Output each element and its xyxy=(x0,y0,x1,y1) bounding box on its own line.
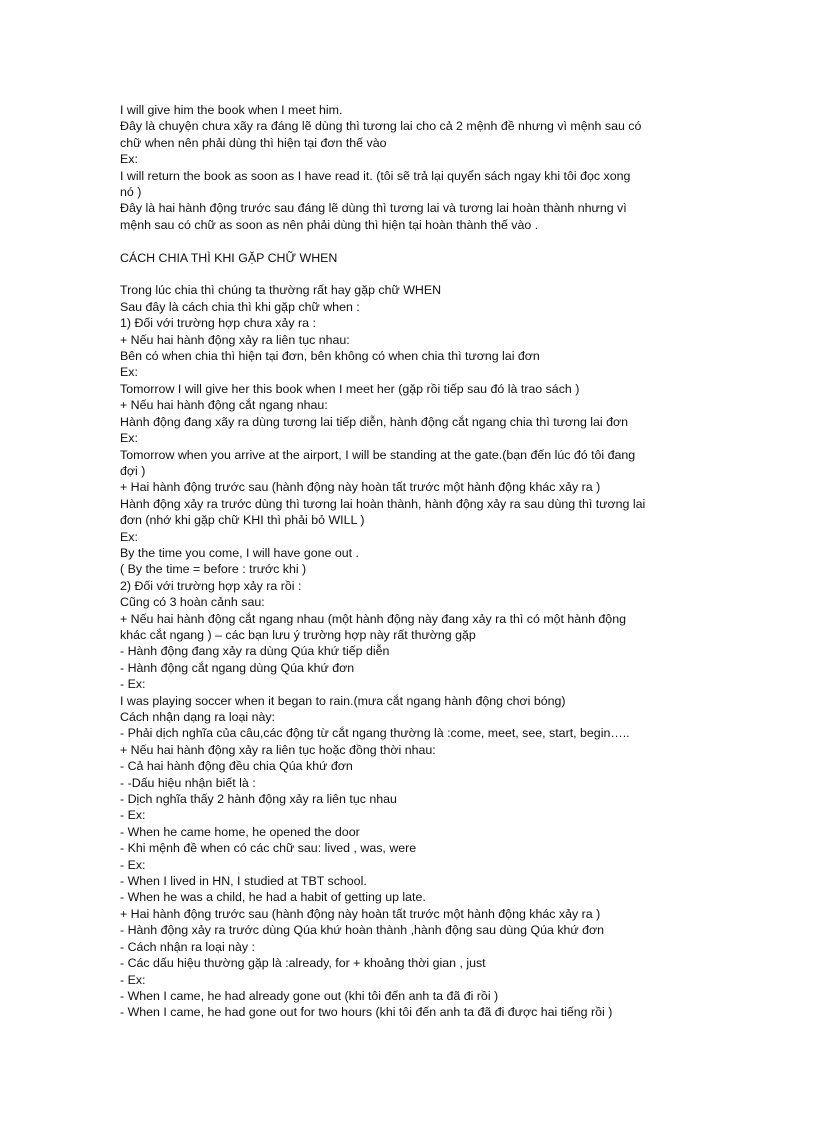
text-line: 1) Đối với trường hợp chưa xảy ra : xyxy=(120,316,316,331)
text-line: + Nếu hai hành động xảy ra liên tục hoặc đồng thời nhau: xyxy=(120,742,436,757)
text-line: - Ex: xyxy=(120,677,146,692)
text-line: - When I came, he had already gone out (khi tôi đến anh ta đã đi rồi ) xyxy=(120,988,499,1003)
text-line: Ex: xyxy=(120,152,138,167)
text-line: I will give him the book when I meet him. xyxy=(120,103,343,117)
text-line: - Cả hai hành động đều chia Qúa khứ đơn xyxy=(120,759,353,774)
document-body xyxy=(120,102,700,1021)
text-line: - Phải dịch nghĩa của câu,các động từ cắt ngang thường là :come, meet, see, start, begin….. xyxy=(120,726,630,741)
text-line: - -Dấu hiệu nhận biết là : xyxy=(120,775,256,790)
text-line: I was playing soccer when it began to rain.(mưa cắt ngang hành động chơi bóng) xyxy=(120,693,566,708)
text-line: Ex: xyxy=(120,529,138,544)
text-line: - Hành động đang xảy ra dùng Qúa khứ tiếp diễn xyxy=(120,644,390,659)
text-line: Hành động đang xãy ra dùng tương lai tiếp diễn, hành động cắt ngang chia thì tương lai đơn xyxy=(120,414,629,429)
text-line: - When he was a child, he had a habit of getting up late. xyxy=(120,890,426,905)
text-line: Hành động xảy ra trước dùng thì tương lai hoàn thành, hành động xảy ra sau dùng thì tương lai xyxy=(120,496,646,511)
text-line: Đây là chuyện chưa xãy ra đáng lẽ dùng thì tương lai cho cả 2 mệnh đề nhưng vì mệnh sau có xyxy=(120,119,642,134)
text-line: nó ) xyxy=(120,185,142,200)
text-line: - When I came, he had gone out for two hours (khi tôi đến anh ta đã đi được hai tiếng rồi ) xyxy=(120,1005,613,1020)
text-line: Ex: xyxy=(120,431,138,446)
text-line: Bên có when chia thì hiện tại đơn, bên không có when chia thì tương lai đơn xyxy=(120,349,540,364)
text-line: + Hai hành động trước sau (hành động này hoàn tất trước một hành động khác xảy ra ) xyxy=(120,480,601,495)
text-line: - Khi mệnh đề when có các chữ sau: lived , was, were xyxy=(120,841,417,856)
text-line: Sau đây là cách chia thì khi gặp chữ when : xyxy=(120,299,360,314)
text-line: - Hành động xảy ra trước dùng Qúa khứ hoàn thành ,hành động sau dùng Qúa khứ đơn xyxy=(120,923,605,938)
text-line: đơn (nhớ khi gặp chữ KHI thì phải bỏ WILL ) xyxy=(120,513,365,528)
text-line: chữ when nên phải dùng thì hiện tại đơn thế vào xyxy=(120,135,387,150)
text-line: - Dịch nghĩa thấy 2 hành động xảy ra liên tục nhau xyxy=(120,792,397,807)
text-line: Ex: xyxy=(120,365,138,380)
text-line: By the time you come, I will have gone out . xyxy=(120,545,359,560)
blank-line xyxy=(120,266,700,282)
text-line: - Ex: xyxy=(120,857,146,872)
text-line: - Ex: xyxy=(120,972,146,987)
text-line: Đây là hai hành động trước sau đáng lẽ dùng thì tương lai và tương lai hoàn thành nhưng vì xyxy=(120,201,627,216)
text-line: 2) Đối với trường hợp xảy ra rồi : xyxy=(120,578,302,593)
text-line: Trong lúc chia thì chúng ta thường rất hay gặp chữ WHEN xyxy=(120,283,442,298)
text-line: - When he came home, he opened the door xyxy=(120,824,360,839)
text-line: Cũng có 3 hoàn cảnh sau: xyxy=(120,595,265,610)
text-line: - Ex: xyxy=(120,808,146,823)
text-line: + Nếu hai hành động cắt ngang nhau (một hành động này đang xảy ra thì có một hành động xyxy=(120,611,626,626)
text-line: ( By the time = before : trước khi ) xyxy=(120,562,307,577)
text-line: - Hành động cắt ngang dùng Qúa khứ đơn xyxy=(120,660,355,675)
text-line: CÁCH CHIA THÌ KHI GẶP CHỮ WHEN xyxy=(120,250,338,265)
text-line: - When I lived in HN, I studied at TBT school. xyxy=(120,874,367,889)
text-line: - Cách nhận ra loại này : xyxy=(120,939,255,954)
text-line: Tomorrow I will give her this book when I meet her (gặp rồi tiếp sau đó là trao sách ) xyxy=(120,381,580,396)
text-line: - Các dấu hiệu thường gặp là :already, for + khoảng thời gian , just xyxy=(120,956,486,971)
text-line: Tomorrow when you arrive at the airport, I will be standing at the gate.(bạn đến lúc đó tôi đang xyxy=(120,447,636,462)
text-line: khác cắt ngang ) – các bạn lưu ý trường hợp này rất thường gặp xyxy=(120,627,476,642)
text-line: + Nếu hai hành động cắt ngang nhau: xyxy=(120,398,328,413)
blank-line xyxy=(120,233,700,249)
text-line: Cách nhận dạng ra loại này: xyxy=(120,710,275,724)
text-line: + Hai hành động trước sau (hành động này hoàn tất trước một hành động khác xảy ra ) xyxy=(120,906,601,921)
text-line: + Nếu hai hành động xảy ra liên tục nhau: xyxy=(120,332,350,347)
text-line: mệnh sau có chữ as soon as nên phải dùng thì hiện tại hoàn thành thế vào . xyxy=(120,217,539,232)
text-line: I will return the book as soon as I have read it. (tôi sẽ trả lại quyển sách ngay khi tôi đọc xong xyxy=(120,168,631,183)
text-line: đợi ) xyxy=(120,463,146,478)
